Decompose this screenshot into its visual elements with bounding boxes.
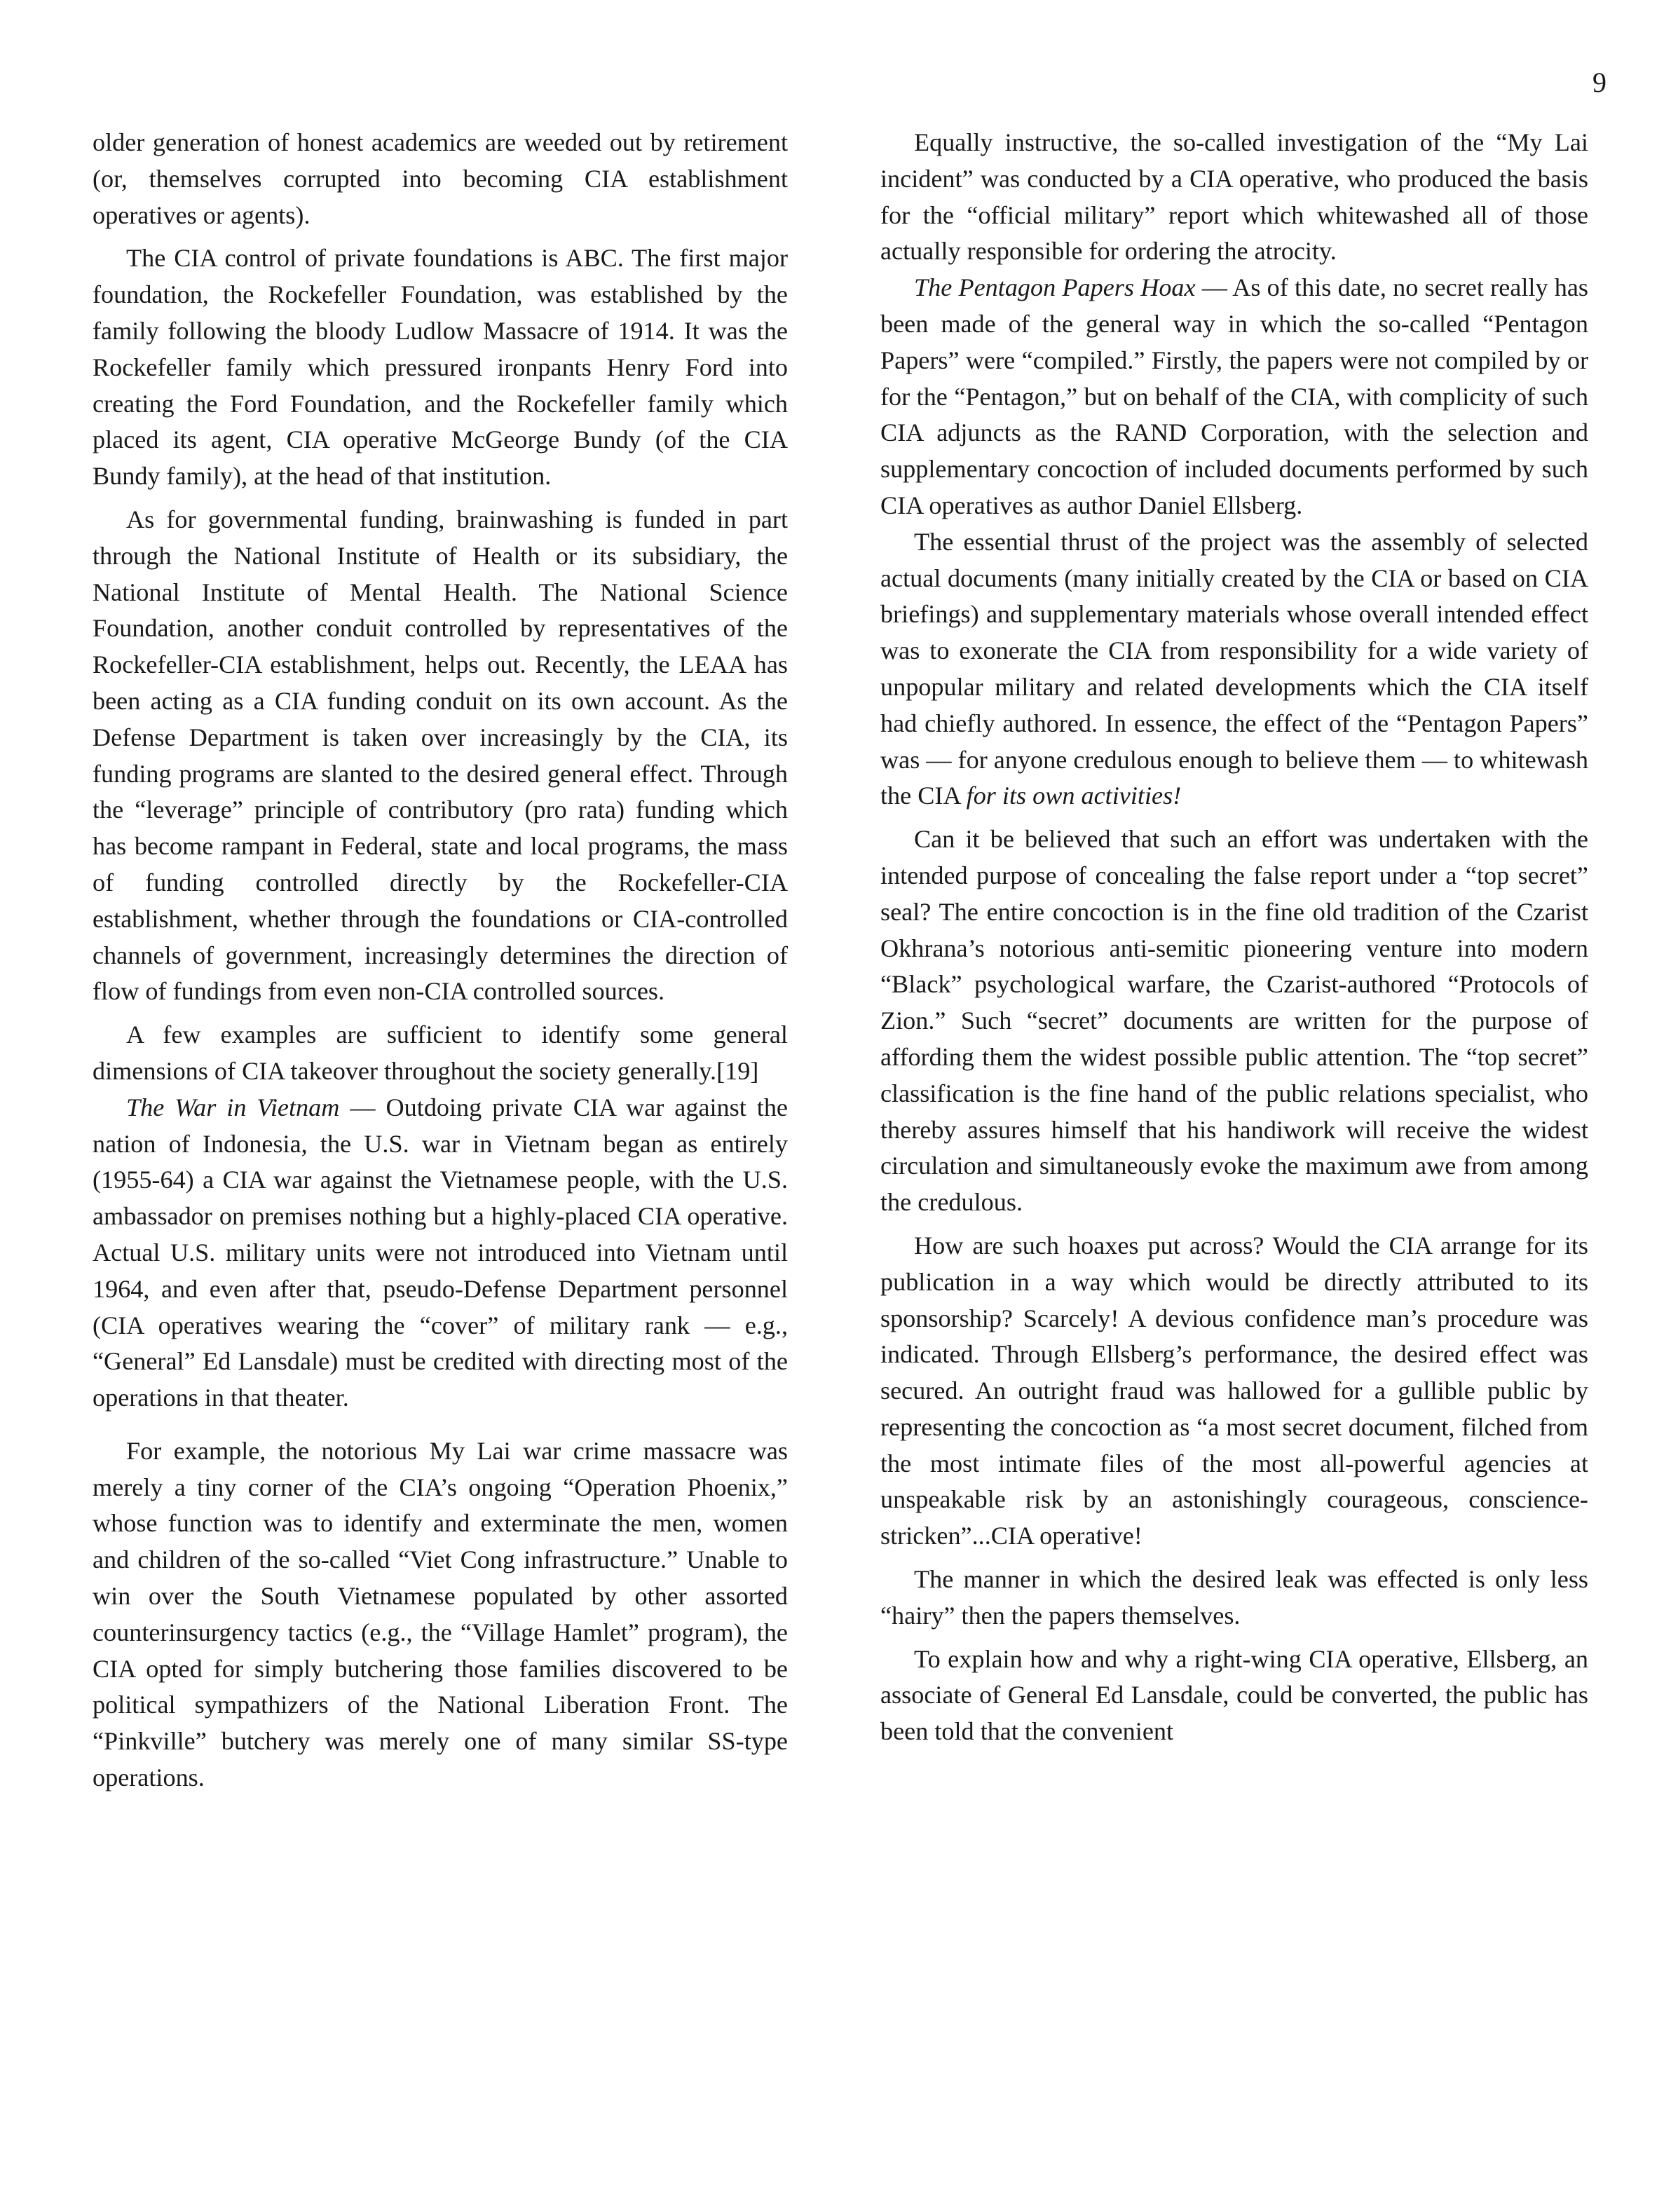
emphasis-own-activities: for its own activities! (966, 781, 1182, 810)
left-column (93, 125, 788, 1803)
paragraph-pentagon-papers-body: — As of this date, no secret really has been made of the general way in which the so-called “Pentagon Papers” were “compiled.” Firstly, the papers were not compiled by or for the “Pentagon,” but on behalf of the CIA, with complicity of such CIA adjuncts as the RAND Corporation, with the selection and supplementary concoction of included documents performed by such CIA operatives as author Daniel Ellsberg. (880, 273, 1589, 519)
paragraph-top-secret: Can it be believed that such an effort was undertaken with the intended purpose of concealing the false report under a “top secret” seal? The entire concoction is in the fine old tradition of the Czarist Okhrana’s notorious anti-semitic pioneering venture into modern “Black” psychological warfare, the Czarist-authored “Protocols of Zion.” Such “secret” documents are written for the purpose of affording them the widest possible public attention. The “top secret” classification is the fine hand of the public relations specialist, who thereby assures himself that his handiwork will receive the widest circulation and simultaneously evoke the maximum awe from among the credulous. (880, 825, 1588, 1217)
paragraph-academics: older generation of honest academics are weeded out by retirement (or, themselves corrupted into becoming CIA establishment operatives or agents). (93, 128, 788, 229)
paragraph-hoaxes: How are such hoaxes put across? Would the CIA arrange for its publication in a way which would be directly attributed to its sponsorship? Scarcely! A devious confidence man’s procedure was indicated. Through Ellsberg’s performance, the desired effect was secured. An outright fraud was hallowed for a gullible public by representing the concoction as “a most secret document, filched from the most intimate files of the most all-powerful agencies at unspeakable risk by an astonishingly courageous, conscience-stricken”...CIA operative! (880, 1231, 1588, 1550)
right-column (880, 125, 1588, 1757)
paragraph-examples: A few examples are sufficient to identify some general dimensions of CIA takeover throughout the society generally.[19] (93, 1020, 788, 1085)
paragraph-war-in-vietnam (93, 1090, 788, 1416)
page-number: 9 (1592, 67, 1607, 98)
paragraph-leak: The manner in which the desired leak was effected is only less “hairy” then the papers themselves. (880, 1565, 1588, 1630)
paragraph-foundations: The CIA control of private foundations is ABC. The first major foundation, the Rockefeller Foundation, was established by the family following the bloody Ludlow Massacre of 1914. It was the Rockefeller family which pressured ironpants Henry Ford into creating the Ford Foundation, and the Rockefeller family which placed its agent, CIA operative McGeorge Bundy (of the CIA Bundy family), at the head of that institution. (93, 244, 788, 491)
section-heading-war-in-vietnam: The War in Vietnam (126, 1093, 340, 1121)
paragraph-my-lai: For example, the notorious My Lai war crime massacre was merely a tiny corner of the CIA’s ongoing “Operation Phoenix,” whose function was to identify and exterminate the men, women and children of the so-called “Viet Cong infrastructure.” Unable to win over the South Vietnamese populated by other assorted counterinsurgency tactics (e.g., the “Village Hamlet” program), the CIA opted for simply butchering those families discovered to be political sympathizers of the National Liberation Front. The “Pinkville” butchery was merely one of many similar SS-type operations. (93, 1436, 788, 1792)
paragraph-ellsberg: To explain how and why a right-wing CIA operative, Ellsberg, an associate of General Ed Lansdale, could be converted, the public has been told that the convenient (880, 1644, 1588, 1746)
paragraph-my-lai-investigation: Equally instructive, the so-called investigation of the “My Lai incident” was conducted by a CIA operative, who produced the basis for the “official military” report which whitewashed all of those actually responsible for ordering the atrocity. (880, 128, 1588, 266)
section-heading-pentagon-papers: The Pentagon Papers Hoax (914, 273, 1196, 302)
paragraph-essential-thrust-body: The essential thrust of the project was the assembly of selected actual documents (many initially created by the CIA or based on CIA briefings) and supplementary materials whose overall intended effect was to exonerate the CIA from responsibility for a wide variety of unpopular military and related developments which the CIA itself had chiefly authored. In essence, the effect of the “Pentagon Papers” was — for anyone credulous enough to believe them — to whitewash the CIA (880, 527, 1588, 810)
paragraph-pentagon-papers (880, 270, 1588, 524)
paragraph-essential-thrust (880, 524, 1588, 814)
paragraph-governmental-funding: As for governmental funding, brainwashing is funded in part through the National Institute of Health or its subsidiary, the National Institute of Mental Health. The National Science Foundation, another conduit controlled by representatives of the Rockefeller-CIA establishment, helps out. Recently, the LEAA has been acting as a CIA funding conduit on its own account. As the Defense Department is taken over increasingly by the CIA, its funding programs are slanted to the desired general effect. Through the “leverage” principle of contributory (pro rata) funding which has become rampant in Federal, state and local programs, the mass of funding controlled directly by the Rockefeller-CIA establishment, whether through the foundations or CIA-controlled channels of government, increasingly determines the direction of flow of fundings from even non-CIA controlled sources. (93, 505, 788, 1006)
paragraph-war-in-vietnam-body: — Outdoing private CIA war against the nation of Indonesia, the U.S. war in Vietnam began as entirely (1955-64) a CIA war against the Vietnamese people, with the U.S. ambassador on premises nothing but a highly-placed CIA operative. Actual U.S. military units were not introduced into Vietnam until 1964, and even after that, pseudo-Defense Department personnel (CIA operatives wearing the “cover” of military rank — e.g., “General” Ed Lansdale) must be credited with directing most of the operations in that theater. (93, 1093, 788, 1412)
